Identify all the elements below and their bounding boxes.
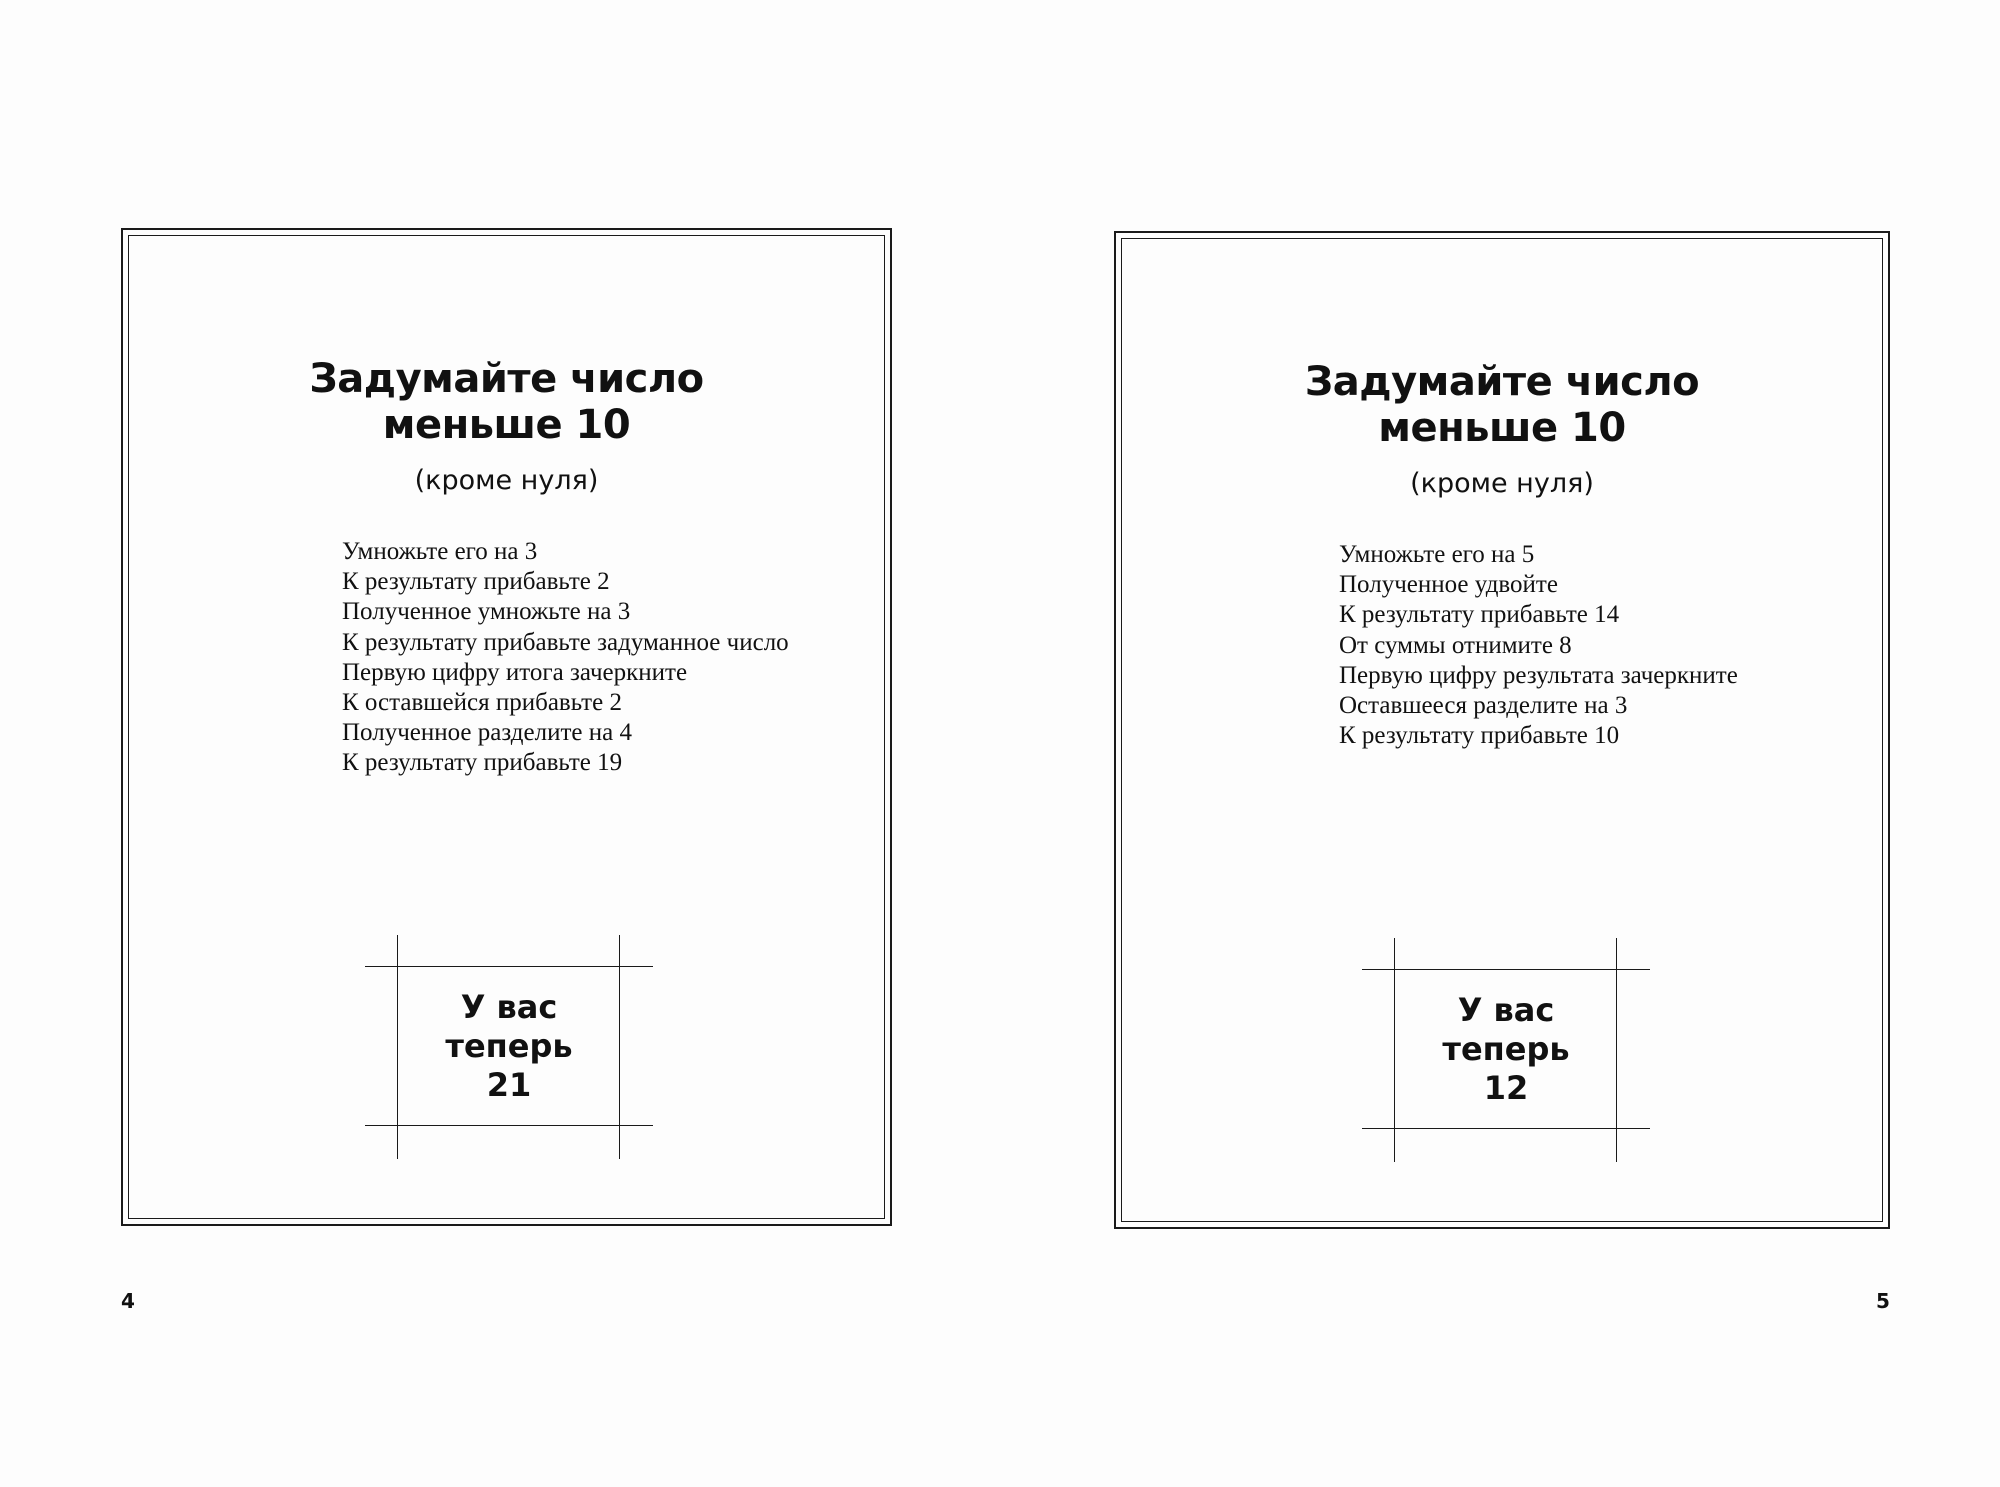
result-line1: У вас bbox=[460, 988, 558, 1026]
result-text bbox=[1362, 991, 1650, 1108]
result-box-bottom-line bbox=[365, 1125, 653, 1126]
result-value: 12 bbox=[1483, 1069, 1529, 1107]
page-number-right: 5 bbox=[1876, 1289, 1890, 1313]
instruction-list bbox=[1339, 540, 1738, 751]
puzzle-title-line1: Задумайте число bbox=[309, 356, 704, 402]
result-line1: У вас bbox=[1457, 991, 1555, 1029]
puzzle-subtitle: (кроме нуля) bbox=[1410, 468, 1594, 499]
instruction-step: Полученное разделите на 4 bbox=[342, 719, 632, 747]
instruction-step: К оставшейся прибавьте 2 bbox=[342, 689, 622, 717]
instruction-step: От суммы отнимите 8 bbox=[1339, 631, 1572, 659]
instruction-step: К результату прибавьте 19 bbox=[342, 749, 623, 777]
result-line2: теперь bbox=[1442, 1030, 1570, 1068]
instruction-step: Умножьте его на 5 bbox=[1339, 541, 1535, 568]
instruction-step: Полученное умножьте на 3 bbox=[342, 598, 631, 626]
puzzle-title-line2: меньше 10 bbox=[1378, 405, 1626, 451]
result-box-top-line bbox=[1362, 969, 1650, 970]
result-box-top-line bbox=[365, 966, 653, 967]
instruction-step: К результату прибавьте 2 bbox=[342, 568, 610, 596]
puzzle-subtitle: (кроме нуля) bbox=[414, 465, 599, 496]
result-line2: теперь bbox=[445, 1027, 573, 1065]
page-frame-left bbox=[121, 228, 892, 1226]
puzzle-title-line2: меньше 10 bbox=[382, 402, 631, 448]
page-frame-right bbox=[1114, 231, 1890, 1229]
instruction-step: К результату прибавьте задуманное число bbox=[342, 628, 789, 656]
instruction-step: Первую цифру результата зачеркните bbox=[1339, 661, 1738, 689]
result-text bbox=[365, 988, 653, 1105]
instruction-step: Оставшееся разделите на 3 bbox=[1339, 692, 1628, 720]
instruction-list bbox=[342, 537, 789, 779]
puzzle-title-line1: Задумайте число bbox=[1304, 359, 1700, 405]
instruction-step: Полученное удвойте bbox=[1339, 571, 1558, 599]
instruction-step: К результату прибавьте 14 bbox=[1339, 601, 1620, 629]
page-number-left: 4 bbox=[121, 1289, 135, 1313]
instruction-step: Первую цифру итога зачеркните bbox=[342, 658, 688, 686]
instruction-step: К результату прибавьте 10 bbox=[1339, 722, 1620, 750]
result-box bbox=[1362, 938, 1650, 1162]
puzzle-title bbox=[123, 356, 890, 448]
result-box-bottom-line bbox=[1362, 1128, 1650, 1129]
result-box bbox=[365, 935, 653, 1159]
result-value: 21 bbox=[486, 1066, 532, 1104]
puzzle-title bbox=[1116, 359, 1888, 451]
instruction-step: Умножьте его на 3 bbox=[342, 538, 538, 565]
